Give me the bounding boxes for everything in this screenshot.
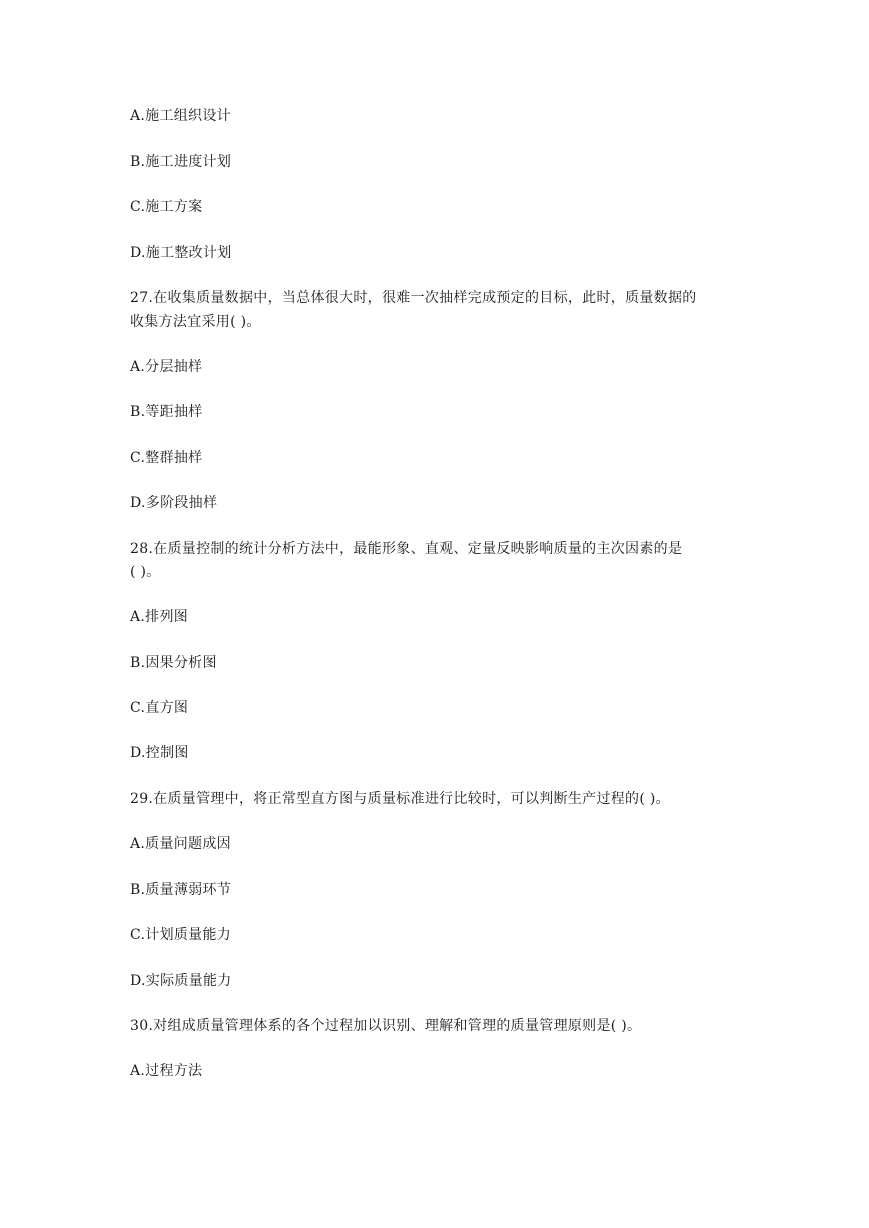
q29-option-c: C.计划质量能力 — [130, 927, 232, 943]
q27-text-line-2: 收集方法宜采用( )。 — [130, 314, 261, 330]
q26-option-a: A.施工组织设计 — [130, 108, 231, 124]
q27-option-c: C.整群抽样 — [130, 450, 203, 466]
q30-text: 30.对组成质量管理体系的各个过程加以识别、理解和管理的质量管理原则是( )。 — [130, 1018, 642, 1034]
q30-option-a: A.过程方法 — [130, 1063, 203, 1079]
q28-text-line-2: ( )。 — [130, 564, 161, 580]
q26-option-b: B.施工进度计划 — [130, 154, 232, 170]
q27-option-b: B.等距抽样 — [130, 404, 203, 420]
q29-option-a: A.质量问题成因 — [130, 836, 231, 852]
q29-option-b: B.质量薄弱环节 — [130, 882, 232, 898]
q28-option-a: A.排列图 — [130, 609, 189, 625]
q27-text-line-1: 27.在收集质量数据中，当总体很大时，很难一次抽样完成预定的目标，此时，质量数据的 — [130, 290, 697, 306]
q26-option-d: D.施工整改计划 — [130, 245, 232, 261]
q26-option-c: C.施工方案 — [130, 199, 203, 215]
q28-option-b: B.因果分析图 — [130, 655, 217, 671]
q29-option-d: D.实际质量能力 — [130, 973, 232, 989]
q27-option-d: D.多阶段抽样 — [130, 495, 218, 511]
q28-text-line-1: 28.在质量控制的统计分析方法中，最能形象、直观、定量反映影响质量的主次因素的是 — [130, 541, 683, 557]
q28-option-d: D.控制图 — [130, 745, 189, 761]
q29-text: 29.在质量管理中，将正常型直方图与质量标准进行比较时，可以判断生产过程的( )。 — [130, 791, 670, 807]
q27-option-a: A.分层抽样 — [130, 359, 203, 375]
q28-option-c: C.直方图 — [130, 700, 189, 716]
